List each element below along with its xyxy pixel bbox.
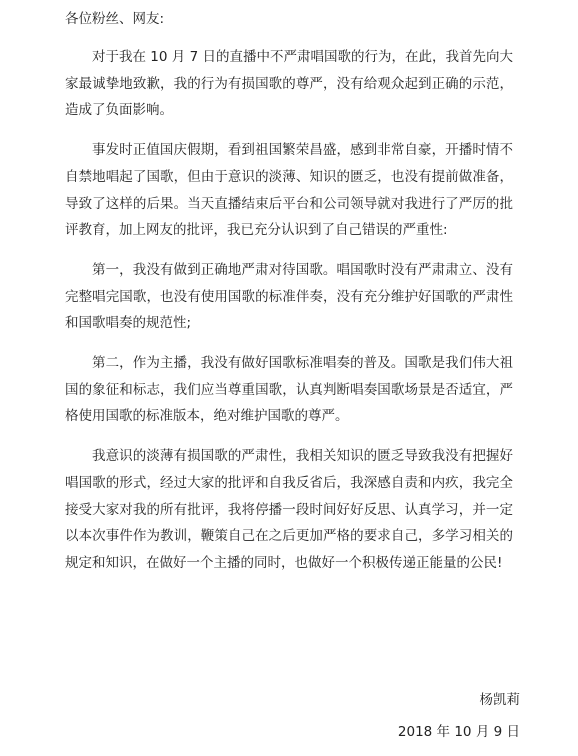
letter-paragraph-2: 事发时正值国庆假期，看到祖国繁荣昌盛，感到非常自豪，开播时情不自禁地唱起了国歌，但由于意识的淡薄、知识的匮乏，也没有提前做准备，导致了这样的后果。当天直播结束后平台和公司领导就对我进行了严厉的批评教育，加上网友的批评，我已充分认识到了自己错误的严重性:	[65, 142, 513, 239]
letter-paragraph-4: 第二，作为主播，我没有做好国歌标准唱奏的普及。国歌是我们伟大祖国的象征和标志，我们应当尊重国歌，认真判断唱奏国歌场景是否适宜，严格使用国歌的标准版本，绝对维护国歌的尊严。	[65, 355, 513, 425]
letter-greeting: 各位粉丝、网友:	[65, 11, 165, 27]
letter-signature: 杨凯莉	[479, 692, 520, 708]
letter-date: 2018 年 10 月 9 日	[397, 724, 520, 740]
letter-body	[65, 44, 513, 590]
letter-paragraph-1: 对于我在 10 月 7 日的直播中不严肃唱国歌的行为，在此，我首先向大家最诚挚地致歉，我的行为有损国歌的尊严，没有给观众起到正确的示范，造成了负面影响。	[65, 49, 513, 119]
letter-paragraph-3: 第一，我没有做到正确地严肃对待国歌。唱国歌时没有严肃肃立、没有完整唱完国歌，也没有使用国歌的标准伴奏，没有充分维护好国歌的严肃性和国歌唱奏的规范性;	[65, 261, 513, 332]
letter-paragraph-5: 我意识的淡薄有损国歌的严肃性，我相关知识的匮乏导致我没有把握好唱国歌的形式，经过大家的批评和自我反省后，我深感自责和内疚，我完全接受大家对我的所有批评，我将停播一段时间好好反思、认真学习，并一定以本次事件作为教训，鞭策自己在之后更加严格的要求自己，多学习相关的规定和知识，在做好一个主播的同时，也做好一个积极传递正能量的公民!	[65, 448, 513, 571]
